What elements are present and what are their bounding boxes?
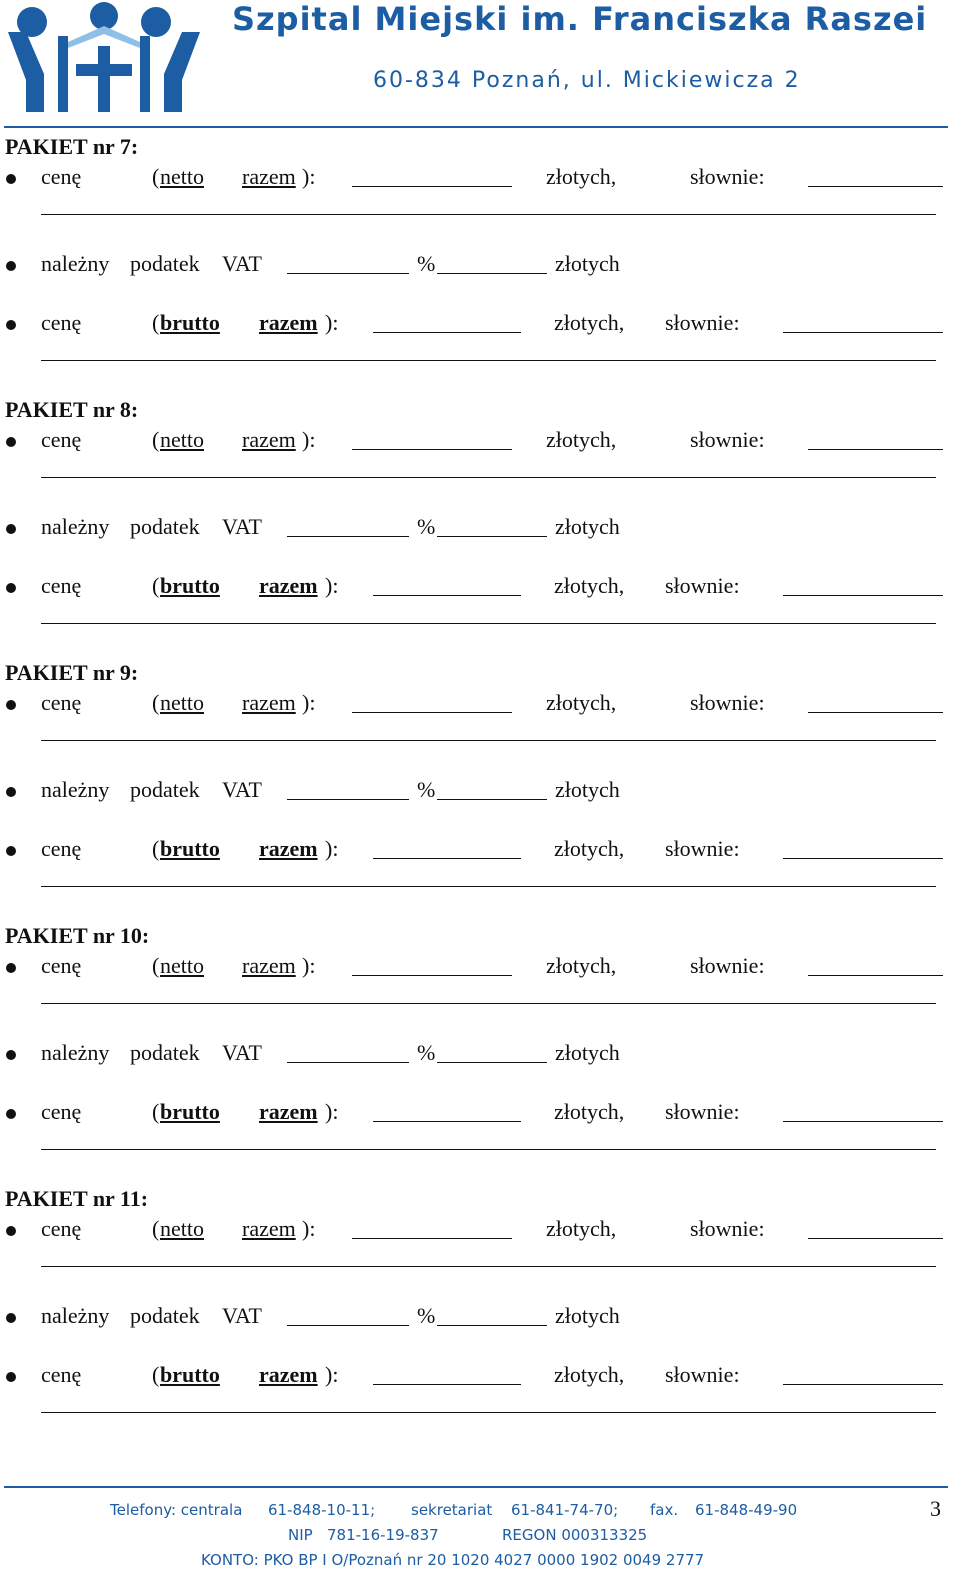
label-cene: cenę <box>41 1216 82 1241</box>
footer-tel-number: 61-848-10-11; <box>268 1501 376 1519</box>
label-paren-close: ): <box>325 1362 339 1387</box>
label-razem: razem <box>259 1362 318 1387</box>
label-zlotych: złotych, <box>546 427 617 452</box>
label-brutto: brutto <box>160 573 220 598</box>
label-zlotych: złotych <box>555 777 620 802</box>
label-cene: cenę <box>41 310 82 335</box>
brutto-amount-field[interactable] <box>373 332 521 333</box>
vat-rate-field[interactable] <box>287 799 409 800</box>
footer-bank-account: KONTO: PKO BP I O/Poznań nr 20 1020 4027 0000 1902 0049 2777 <box>201 1551 705 1569</box>
vat-rate-field[interactable] <box>287 1062 409 1063</box>
label-razem: razem <box>242 164 296 189</box>
label-razem: razem <box>242 1216 296 1241</box>
footer-fax-number: 61-848-49-90 <box>695 1501 798 1519</box>
label-zlotych: złotych <box>555 1040 620 1065</box>
vat-row <box>0 1040 960 1070</box>
label-netto: netto <box>160 164 204 189</box>
label-netto: netto <box>160 690 204 715</box>
label-zlotych: złotych, <box>546 1216 617 1241</box>
label-razem: razem <box>259 310 318 335</box>
footer-regon: REGON 000313325 <box>502 1526 648 1544</box>
label-nalezny: należny <box>41 777 110 802</box>
label-cene: cenę <box>41 836 82 861</box>
price-netto-row <box>0 427 960 457</box>
vat-row <box>0 777 960 807</box>
vat-row <box>0 1303 960 1333</box>
netto-words-field[interactable] <box>808 186 943 187</box>
page-number: 3 <box>930 1496 941 1521</box>
bullet-icon <box>6 320 16 330</box>
netto-words-field[interactable] <box>808 1238 943 1239</box>
label-brutto: brutto <box>160 1099 220 1124</box>
label-zlotych: złotych, <box>546 164 617 189</box>
label-cene: cenę <box>41 573 82 598</box>
label-brutto: brutto <box>160 836 220 861</box>
bullet-icon <box>6 524 16 534</box>
label-paren-close: ): <box>302 427 316 452</box>
brutto-words-field[interactable] <box>783 858 943 859</box>
label-zlotych: złotych, <box>554 573 625 598</box>
brutto-words-continuation-field[interactable] <box>41 1149 936 1150</box>
bullet-icon <box>6 846 16 856</box>
brutto-amount-field[interactable] <box>373 1121 521 1122</box>
label-paren-open: ( <box>152 1099 160 1124</box>
netto-words-field[interactable] <box>808 975 943 976</box>
vat-row <box>0 514 960 544</box>
label-paren-close: ): <box>325 836 339 861</box>
vat-amount-field[interactable] <box>437 799 547 800</box>
vat-amount-field[interactable] <box>437 1062 547 1063</box>
label-paren-close: ): <box>302 1216 316 1241</box>
bullet-icon <box>6 583 16 593</box>
vat-rate-field[interactable] <box>287 273 409 274</box>
brutto-words-continuation-field[interactable] <box>41 1412 936 1413</box>
label-brutto: brutto <box>160 310 220 335</box>
label-paren-open: ( <box>152 573 160 598</box>
label-netto: netto <box>160 953 204 978</box>
netto-amount-field[interactable] <box>352 975 512 976</box>
label-razem: razem <box>259 573 318 598</box>
price-netto-row <box>0 1216 960 1246</box>
price-brutto-row <box>0 1362 960 1392</box>
label-zlotych: złotych, <box>546 690 617 715</box>
vat-amount-field[interactable] <box>437 536 547 537</box>
label-zlotych: złotych, <box>554 310 625 335</box>
label-percent: % <box>417 777 436 802</box>
label-razem: razem <box>259 1099 318 1124</box>
netto-amount-field[interactable] <box>352 1238 512 1239</box>
header-divider <box>4 126 948 128</box>
footer-secretary-label: sekretariat <box>411 1501 493 1519</box>
label-slownie: słownie: <box>690 690 765 715</box>
vat-amount-field[interactable] <box>437 1325 547 1326</box>
label-zlotych: złotych <box>555 514 620 539</box>
label-paren-open: ( <box>152 310 160 335</box>
label-nalezny: należny <box>41 251 110 276</box>
label-vat: VAT <box>222 1303 262 1328</box>
label-paren-open: ( <box>152 690 160 715</box>
label-razem: razem <box>242 953 296 978</box>
bullet-icon <box>6 1109 16 1119</box>
label-slownie: słownie: <box>665 1362 740 1387</box>
label-paren-close: ): <box>302 953 316 978</box>
label-percent: % <box>417 251 436 276</box>
price-brutto-row <box>0 1099 960 1129</box>
label-netto: netto <box>160 1216 204 1241</box>
hospital-logo-icon <box>4 2 204 114</box>
bullet-icon <box>6 1226 16 1236</box>
bullet-icon <box>6 963 16 973</box>
netto-words-continuation-field[interactable] <box>41 1266 936 1267</box>
netto-words-field[interactable] <box>808 449 943 450</box>
label-slownie: słownie: <box>665 310 740 335</box>
bullet-icon <box>6 1050 16 1060</box>
packet-title: PAKIET nr 10: <box>5 923 150 948</box>
label-cene: cenę <box>41 1362 82 1387</box>
label-slownie: słownie: <box>690 427 765 452</box>
packet-title: PAKIET nr 8: <box>5 397 139 422</box>
footer-fax-label: fax. <box>650 1501 679 1519</box>
hospital-address: 60-834 Poznań, ul. Mickiewicza 2 <box>373 68 801 93</box>
brutto-words-field[interactable] <box>783 1121 943 1122</box>
label-zlotych: złotych, <box>554 1099 625 1124</box>
label-zlotych: złotych <box>555 251 620 276</box>
bullet-icon <box>6 261 16 271</box>
label-slownie: słownie: <box>690 953 765 978</box>
letterhead <box>0 0 960 132</box>
price-brutto-row <box>0 836 960 866</box>
label-vat: VAT <box>222 777 262 802</box>
hospital-name: Szpital Miejski im. Franciszka Raszei <box>232 0 928 38</box>
label-paren-close: ): <box>325 1099 339 1124</box>
label-paren-close: ): <box>302 164 316 189</box>
netto-amount-field[interactable] <box>352 449 512 450</box>
label-paren-open: ( <box>152 953 160 978</box>
label-paren-open: ( <box>152 164 160 189</box>
brutto-amount-field[interactable] <box>373 595 521 596</box>
label-percent: % <box>417 514 436 539</box>
footer-tel-label: Telefony: centrala <box>110 1501 243 1519</box>
price-netto-row <box>0 164 960 194</box>
bullet-icon <box>6 1313 16 1323</box>
label-paren-open: ( <box>152 1216 160 1241</box>
label-brutto: brutto <box>160 1362 220 1387</box>
label-podatek: podatek <box>130 251 200 276</box>
label-cene: cenę <box>41 1099 82 1124</box>
label-cene: cenę <box>41 164 82 189</box>
label-nalezny: należny <box>41 514 110 539</box>
footer-secretary-number: 61-841-74-70; <box>511 1501 619 1519</box>
vat-amount-field[interactable] <box>437 273 547 274</box>
label-razem: razem <box>242 427 296 452</box>
netto-words-continuation-field[interactable] <box>41 214 936 215</box>
label-paren-close: ): <box>325 310 339 335</box>
label-razem: razem <box>259 836 318 861</box>
label-nalezny: należny <box>41 1040 110 1065</box>
footer-nip: NIP 781-16-19-837 <box>288 1526 439 1544</box>
label-paren-open: ( <box>152 427 160 452</box>
label-cene: cenę <box>41 690 82 715</box>
brutto-amount-field[interactable] <box>373 858 521 859</box>
label-paren-close: ): <box>325 573 339 598</box>
label-zlotych: złotych, <box>554 1362 625 1387</box>
label-cene: cenę <box>41 427 82 452</box>
price-brutto-row <box>0 573 960 603</box>
label-vat: VAT <box>222 1040 262 1065</box>
label-netto: netto <box>160 427 204 452</box>
netto-words-field[interactable] <box>808 712 943 713</box>
packet-title: PAKIET nr 11: <box>5 1186 149 1211</box>
netto-amount-field[interactable] <box>352 186 512 187</box>
brutto-words-field[interactable] <box>783 1384 943 1385</box>
netto-amount-field[interactable] <box>352 712 512 713</box>
label-paren-open: ( <box>152 836 160 861</box>
label-slownie: słownie: <box>690 1216 765 1241</box>
label-zlotych: złotych, <box>554 836 625 861</box>
brutto-words-field[interactable] <box>783 595 943 596</box>
label-podatek: podatek <box>130 514 200 539</box>
packet-title: PAKIET nr 7: <box>5 134 139 159</box>
price-netto-row <box>0 690 960 720</box>
label-slownie: słownie: <box>665 836 740 861</box>
netto-words-continuation-field[interactable] <box>41 477 936 478</box>
bullet-icon <box>6 787 16 797</box>
label-slownie: słownie: <box>665 573 740 598</box>
label-podatek: podatek <box>130 1040 200 1065</box>
label-podatek: podatek <box>130 777 200 802</box>
label-razem: razem <box>242 690 296 715</box>
bullet-icon <box>6 1372 16 1382</box>
price-brutto-row <box>0 310 960 340</box>
netto-words-continuation-field[interactable] <box>41 1003 936 1004</box>
label-percent: % <box>417 1040 436 1065</box>
bullet-icon <box>6 437 16 447</box>
label-slownie: słownie: <box>665 1099 740 1124</box>
bullet-icon <box>6 174 16 184</box>
brutto-words-continuation-field[interactable] <box>41 886 936 887</box>
brutto-words-continuation-field[interactable] <box>41 360 936 361</box>
netto-words-continuation-field[interactable] <box>41 740 936 741</box>
label-podatek: podatek <box>130 1303 200 1328</box>
bullet-icon <box>6 700 16 710</box>
label-zlotych: złotych <box>555 1303 620 1328</box>
label-vat: VAT <box>222 251 262 276</box>
brutto-amount-field[interactable] <box>373 1384 521 1385</box>
label-paren-close: ): <box>302 690 316 715</box>
vat-rate-field[interactable] <box>287 536 409 537</box>
vat-rate-field[interactable] <box>287 1325 409 1326</box>
vat-row <box>0 251 960 281</box>
packet-title: PAKIET nr 9: <box>5 660 139 685</box>
label-nalezny: należny <box>41 1303 110 1328</box>
label-cene: cenę <box>41 953 82 978</box>
label-vat: VAT <box>222 514 262 539</box>
price-netto-row <box>0 953 960 983</box>
label-percent: % <box>417 1303 436 1328</box>
footer-divider <box>4 1486 948 1488</box>
brutto-words-continuation-field[interactable] <box>41 623 936 624</box>
label-zlotych: złotych, <box>546 953 617 978</box>
brutto-words-field[interactable] <box>783 332 943 333</box>
label-paren-open: ( <box>152 1362 160 1387</box>
label-slownie: słownie: <box>690 164 765 189</box>
